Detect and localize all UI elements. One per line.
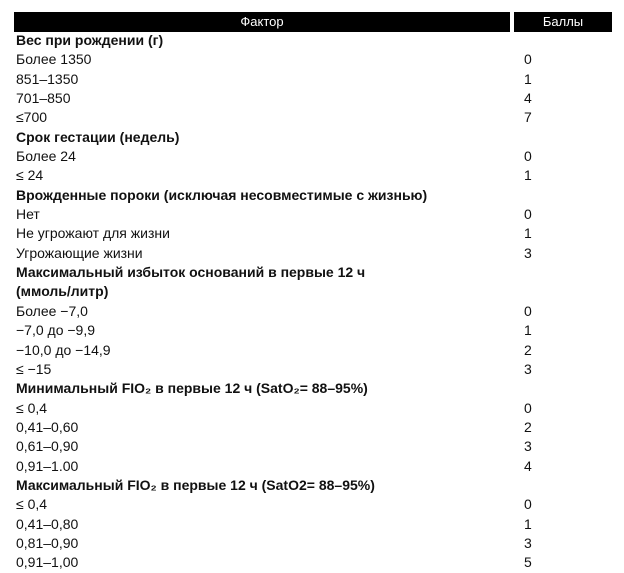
table-row [14, 495, 612, 514]
table-row [14, 534, 612, 553]
score-value: 0 [524, 302, 532, 319]
table-row [14, 205, 612, 224]
table-row [14, 321, 612, 340]
score-value: 0 [524, 496, 532, 513]
score-value: 2 [524, 341, 532, 358]
section-heading-row [14, 186, 612, 205]
table-row [14, 166, 612, 185]
section-heading-row [14, 31, 612, 50]
section-heading: Врожденные пороки (исключая несовместимые с жизнью) [16, 186, 428, 203]
score-value: 1 [524, 225, 532, 242]
section-heading: Срок гестации (недель) [16, 128, 180, 145]
score-value: 1 [524, 70, 532, 87]
score-value: 0 [524, 206, 532, 223]
table-row [14, 437, 612, 456]
section-heading: Вес при рождении (г) [16, 32, 164, 48]
scoring-table [14, 12, 612, 573]
table-row [14, 418, 612, 437]
section-heading-row [14, 282, 612, 301]
section-heading: Максимальный FIO₂ в первые 12 ч (SatO2= 88–95%) [16, 476, 375, 493]
factor-label: 701–850 [16, 90, 71, 107]
score-value: 4 [524, 457, 532, 474]
factor-label: 851–1350 [16, 70, 79, 87]
section-heading-row [14, 379, 612, 398]
table-row [14, 50, 612, 69]
table-row [14, 399, 612, 418]
factor-label: Не угрожают для жизни [16, 225, 170, 242]
section-heading-row [14, 128, 612, 147]
table-header [14, 12, 612, 32]
score-value: 3 [524, 244, 532, 261]
table-row [14, 341, 612, 360]
table-row [14, 108, 612, 127]
table-body [14, 31, 612, 573]
factor-label: −7,0 до −9,9 [16, 322, 96, 339]
factor-label: Угрожающие жизни [16, 244, 143, 261]
section-heading-row [14, 476, 612, 495]
score-value: 1 [524, 322, 532, 339]
score-value: 3 [524, 360, 532, 377]
table-row [14, 302, 612, 321]
score-value: 3 [524, 438, 532, 455]
score-value: 1 [524, 167, 532, 184]
factor-label: Более 24 [16, 148, 76, 165]
factor-label: 0,91–1.00 [16, 457, 79, 474]
header-score: Баллы [514, 12, 612, 32]
factor-label: ≤700 [16, 109, 48, 126]
section-heading: Минимальный FIO₂ в первые 12 ч (SatO₂= 88–95%) [16, 380, 368, 397]
factor-label: 0,41–0,60 [16, 418, 79, 435]
factor-label: Нет [16, 206, 40, 223]
table-row [14, 360, 612, 379]
header-factor: Фактор [14, 12, 510, 32]
table-row [14, 244, 612, 263]
score-value: 1 [524, 515, 532, 532]
table-row [14, 89, 612, 108]
factor-label: 0,41–0,80 [16, 515, 79, 532]
score-value: 0 [524, 399, 532, 416]
score-value: 2 [524, 418, 532, 435]
table-row [14, 224, 612, 243]
section-heading: Максимальный избыток оснований в первые 12 ч [16, 264, 366, 281]
score-value: 4 [524, 90, 532, 107]
score-value: 5 [524, 554, 532, 571]
factor-label: ≤ −15 [16, 360, 52, 377]
factor-label: −10,0 до −14,9 [16, 341, 111, 358]
factor-label: ≤ 24 [16, 167, 44, 184]
table-row [14, 457, 612, 476]
factor-label: 0,61–0,90 [16, 438, 79, 455]
table-row [14, 147, 612, 166]
section-heading: (ммоль/литр) [16, 283, 109, 300]
table-row [14, 553, 612, 572]
factor-label: ≤ 0,4 [16, 496, 48, 513]
table-row [14, 70, 612, 89]
score-value: 7 [524, 109, 532, 126]
factor-label: Более 1350 [16, 51, 92, 68]
score-value: 3 [524, 534, 532, 551]
factor-label: Более −7,0 [16, 302, 88, 319]
section-heading-row [14, 263, 612, 282]
factor-label: ≤ 0,4 [16, 399, 48, 416]
score-value: 0 [524, 51, 532, 68]
table-row [14, 515, 612, 534]
factor-label: 0,81–0,90 [16, 534, 79, 551]
score-value: 0 [524, 148, 532, 165]
factor-label: 0,91–1,00 [16, 554, 79, 571]
